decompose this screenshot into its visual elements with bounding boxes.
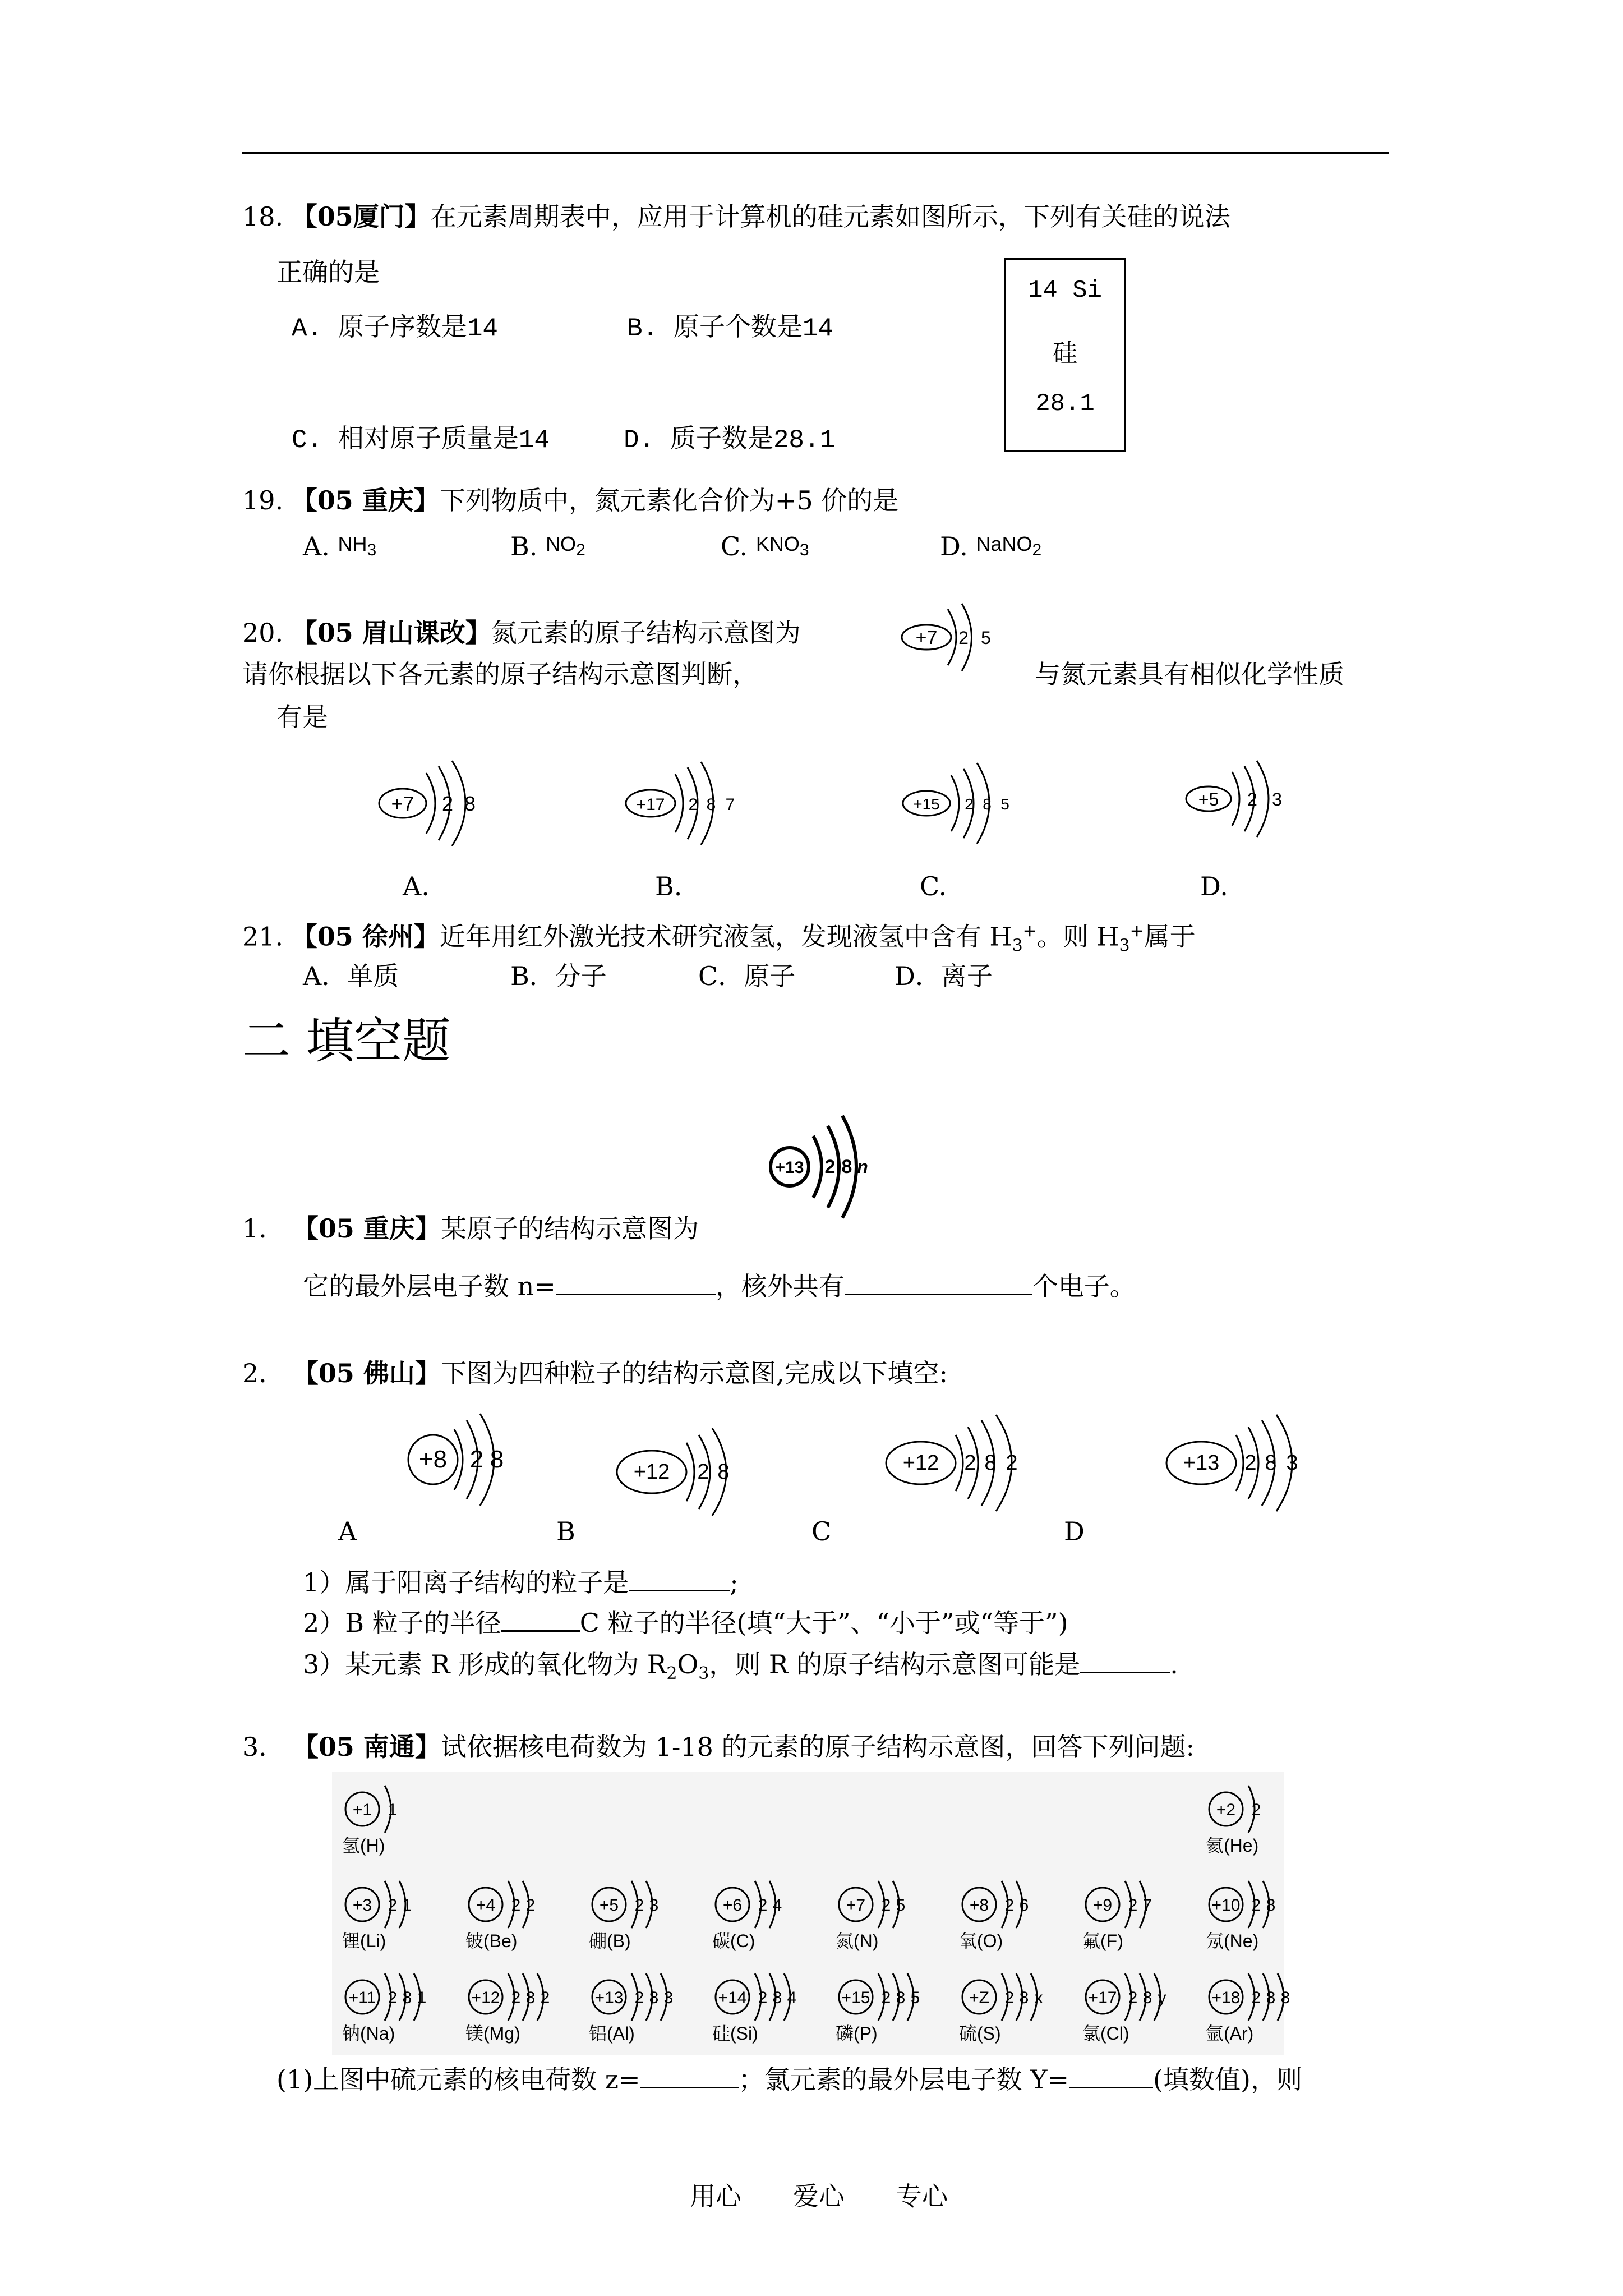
q18-source: 【05厦门】 — [291, 201, 431, 232]
answer-blank-total-electrons[interactable] — [845, 1269, 1032, 1295]
shell-electron-count: 8 — [1266, 1989, 1276, 2007]
shell-electron-count: 2 — [511, 1989, 521, 2007]
q18-option-c: C. 相对原子质量是14 — [292, 426, 550, 455]
nucleus-charge: +15 — [913, 795, 940, 813]
shell-electron-count: 2 — [388, 1896, 398, 1915]
f1-text: 个电子。 — [1032, 1271, 1136, 1301]
element-name: 铍(Be) — [465, 1931, 518, 1951]
nucleus-charge: +5 — [1198, 789, 1219, 809]
element-diagram — [712, 1881, 782, 1951]
q20-label-c: C. — [920, 871, 947, 901]
q20-diagram-d — [1181, 756, 1310, 852]
q19-formula: NO — [546, 532, 577, 555]
q21-subscript: 3 — [1119, 936, 1130, 956]
nucleus-charge: +4 — [476, 1896, 496, 1915]
electron-shell-arc — [813, 1136, 822, 1198]
f2-stem: 下图为四种粒子的结构示意图,完成以下填空: — [440, 1358, 948, 1388]
element-name: 镁(Mg) — [465, 2023, 520, 2044]
shell-electron-count: 2 — [688, 795, 698, 814]
nucleus-charge: +2 — [1216, 1801, 1236, 1819]
q20-source: 【05 眉山课改】 — [291, 618, 491, 648]
shell-electron-count: 8 — [706, 795, 716, 814]
f3-stem: 试依据核电荷数为 1-18 的元素的原子结构示意图，回答下列问题: — [440, 1732, 1195, 1762]
f1-structure-diagram — [746, 1108, 892, 1226]
q19-stem: 下列物质中，氮元素化合价为+5 价的是 — [439, 485, 899, 516]
nucleus-charge: +Z — [969, 1989, 989, 2007]
answer-blank-z[interactable] — [640, 2062, 739, 2088]
shell-electron-count: 2 — [1006, 1451, 1018, 1475]
q19-number: 19. — [242, 485, 284, 516]
element-name: 氢(H) — [342, 1835, 385, 1856]
element-diagram — [836, 1973, 920, 2044]
q20-stem: 氮元素的原子结构示意图为 — [491, 618, 801, 648]
element-name: 锂(Li) — [342, 1931, 386, 1951]
electron-shell-arc — [956, 1435, 963, 1491]
q20-number: 20. — [242, 618, 284, 648]
element-name: 磷(P) — [836, 2023, 878, 2044]
q19-option-letter: B. — [510, 531, 538, 562]
q20-line1 — [242, 616, 801, 650]
q21-option-d: D．离子 — [895, 961, 993, 991]
shell-electron-count: 2 — [958, 628, 969, 648]
shell-electron-count: 8 — [896, 1989, 906, 2007]
shell-electron-count: 2 — [1004, 1989, 1015, 2007]
electron-shell-arc — [1232, 772, 1239, 826]
shell-electron-count: 4 — [772, 1896, 782, 1915]
f1-line1 — [242, 1212, 699, 1245]
electron-shell-arc — [426, 773, 435, 834]
shell-electron-count: 1 — [388, 1801, 398, 1819]
q20-label-b: B. — [655, 871, 683, 901]
shell-electron-count: 7 — [1142, 1896, 1152, 1915]
q20-diagram-b — [621, 756, 756, 852]
f3-source: 【05 南通】 — [292, 1732, 441, 1762]
shell-electron-count: 8 — [1142, 1989, 1152, 2007]
q19-line1 — [242, 484, 898, 517]
element-name: 氩(Ar) — [1206, 2023, 1254, 2044]
q19-option-letter: C. — [721, 531, 748, 562]
element-diagram — [1206, 1786, 1261, 1856]
shell-electron-count: 2 — [388, 1989, 398, 2007]
shell-electron-count: 1 — [402, 1896, 412, 1915]
nucleus-charge: +12 — [902, 1451, 939, 1475]
nucleus-charge: +10 — [1211, 1896, 1241, 1915]
electron-shell-arc — [675, 774, 683, 832]
shell-electron-count: 2 — [1004, 1896, 1015, 1915]
header-rule — [242, 152, 1389, 154]
answer-blank-structure[interactable] — [1080, 1647, 1170, 1673]
element-name: 氦(He) — [1206, 1835, 1259, 1856]
q21-line1 — [242, 914, 1196, 963]
nucleus-charge: +17 — [1088, 1989, 1117, 2007]
element-diagram — [589, 1881, 658, 1951]
nucleus-charge: +7 — [915, 627, 938, 648]
nucleus-charge: +6 — [722, 1896, 743, 1915]
f2-label-a: A — [338, 1516, 357, 1547]
section-title: 二 填空题 — [242, 1013, 451, 1069]
shell-electron-count: 8 — [464, 792, 476, 815]
silicon-box-line2: 硅 — [1053, 339, 1077, 367]
f2-sub3-end: . — [1170, 1649, 1178, 1680]
shell-electron-count: 6 — [1019, 1896, 1029, 1915]
q20-stem2: 请你根据以下各元素的原子结构示意图判断， — [242, 659, 758, 689]
shell-electron-count: 2 — [511, 1896, 521, 1915]
shell-electron-count: 2 — [1251, 1989, 1261, 2007]
shell-electron-count: 2 — [634, 1896, 644, 1915]
element-name: 碳(C) — [712, 1931, 755, 1951]
shell-electron-count: 2 — [965, 795, 974, 813]
shell-electron-count: 8 — [525, 1989, 536, 2007]
formula-subscript: 3 — [698, 1664, 709, 1684]
shell-electron-count: 8 — [649, 1989, 659, 2007]
silicon-box-line1: 14 Si — [1027, 277, 1103, 305]
nucleus-charge: +13 — [775, 1158, 804, 1177]
shell-electron-count: 5 — [896, 1896, 906, 1915]
f2-label-d: D — [1064, 1516, 1085, 1547]
q19-formula-sub: 3 — [367, 541, 377, 560]
nucleus-charge: +15 — [841, 1989, 870, 2007]
element-name: 氖(Ne) — [1206, 1931, 1259, 1951]
nucleus-charge: +3 — [352, 1896, 372, 1915]
shell-electron-count: 5 — [910, 1989, 920, 2007]
shell-electron-count: 2 — [1128, 1896, 1138, 1915]
shell-electron-count: 8 — [717, 1460, 730, 1484]
q21-source: 【05 徐州】 — [291, 921, 440, 952]
shell-electron-count: 8 — [402, 1989, 412, 2007]
q18-number: 18. — [242, 201, 284, 232]
nucleus-charge: +14 — [718, 1989, 747, 2007]
shell-electron-count: 2 — [964, 1451, 976, 1475]
shell-electron-count: 2 — [441, 792, 454, 815]
shell-electron-count: 8 — [1280, 1989, 1290, 2007]
q18-line1 — [242, 200, 1230, 233]
q19-option-c — [721, 527, 809, 567]
nucleus-charge: +1 — [352, 1801, 372, 1819]
element-structure-grid — [332, 1772, 1290, 2055]
f1-source: 【05 重庆】 — [292, 1213, 441, 1244]
shell-electron-count: 2 — [758, 1896, 768, 1915]
element-diagram — [836, 1881, 905, 1951]
q19-option-b — [510, 527, 585, 567]
answer-blank-cation[interactable] — [629, 1565, 730, 1591]
formula-text: O — [677, 1649, 699, 1680]
shell-electron-count: 3 — [1272, 789, 1282, 809]
element-diagram — [342, 1881, 412, 1951]
shell-electron-count: 8 — [1019, 1989, 1029, 2007]
element-name: 氮(N) — [836, 1931, 879, 1951]
electron-shell-arc — [686, 1443, 694, 1501]
shell-electron-count: 7 — [725, 795, 735, 814]
f1-number: 1． — [242, 1213, 285, 1244]
q19-formula: NaNO — [976, 532, 1032, 555]
nucleus-charge: +11 — [348, 1989, 376, 2007]
shell-electron-count: 8 — [841, 1156, 852, 1177]
element-name: 硅(Si) — [712, 2023, 758, 2044]
f3-line1 — [242, 1730, 1195, 1764]
q20-stem3: 与氮元素具有相似化学性质 — [1035, 659, 1344, 689]
element-name: 氧(O) — [959, 1931, 1003, 1951]
q21-stem-post: 属于 — [1144, 921, 1196, 952]
nucleus-charge: +9 — [1092, 1896, 1113, 1915]
answer-blank-n[interactable] — [556, 1269, 716, 1295]
f2-label-b: B — [556, 1516, 575, 1547]
f3-q1-text: (1)上图中硫元素的核电荷数 z= — [276, 2064, 640, 2095]
f3-number: 3． — [242, 1732, 285, 1762]
q21-superscript: + — [1022, 921, 1037, 941]
q18-option-b: B. 原子个数是14 — [627, 314, 834, 343]
q21-subscript: 3 — [1012, 936, 1023, 956]
q21-option-a: A．单质 — [303, 961, 399, 991]
q19-option-a — [303, 527, 376, 567]
answer-blank-y[interactable] — [1069, 2062, 1153, 2088]
element-diagram — [1206, 1881, 1275, 1951]
f3-q1-text-b: ；氯元素的最外层电子数 Y= — [738, 2064, 1069, 2095]
q19-option-letter: A. — [303, 531, 330, 562]
f2-label-c: C — [811, 1516, 832, 1547]
element-diagram — [959, 1973, 1043, 2044]
element-diagram — [589, 1973, 673, 2044]
element-diagram — [1082, 1973, 1166, 2044]
f2-sub3 — [303, 1647, 1178, 1691]
shell-electron-count: 2 — [1251, 1801, 1261, 1819]
f2-sub1 — [303, 1565, 739, 1599]
shell-electron-count: 8 — [490, 1446, 504, 1473]
shell-electron-count: 1 — [417, 1989, 427, 2007]
f2-sub1-end: ; — [730, 1567, 739, 1598]
element-name: 硼(B) — [589, 1931, 631, 1951]
shell-electron-count: 2 — [634, 1989, 644, 2007]
f2-source: 【05 佛山】 — [292, 1358, 441, 1388]
f2-sub2 — [303, 1605, 1068, 1640]
element-diagram — [959, 1881, 1029, 1951]
shell-electron-count: 2 — [525, 1896, 536, 1915]
shell-electron-count: y — [1158, 1989, 1166, 2007]
shell-electron-count: 2 — [1251, 1896, 1261, 1915]
f2-diagram-d — [1161, 1412, 1329, 1513]
shell-electron-count: 2 — [1247, 789, 1257, 809]
shell-electron-count: 3 — [663, 1989, 674, 2007]
f2-sub3-text: 3）某元素 R 形成的氧化物为 R — [303, 1649, 667, 1680]
nucleus-charge: +8 — [969, 1896, 989, 1915]
silicon-element-box — [1004, 258, 1126, 452]
f2-line1 — [242, 1356, 948, 1390]
q19-formula-sub: 2 — [576, 541, 585, 560]
electron-shell-arc — [951, 775, 959, 831]
q19-formula-sub: 2 — [1032, 541, 1042, 560]
silicon-box-line3: 28.1 — [1035, 390, 1095, 418]
f3-q1 — [276, 2062, 1302, 2096]
electron-shell-arc — [452, 761, 465, 846]
f1-stem: 某原子的结构示意图为 — [440, 1213, 699, 1244]
q21-stem-mid: 。则 H — [1036, 921, 1119, 952]
f2-diagram-a — [393, 1408, 522, 1509]
element-name: 铝(Al) — [589, 2023, 635, 2044]
f1-text: ，核外共有 — [715, 1271, 845, 1301]
q20-label-a: A. — [403, 871, 430, 901]
electron-shell-arc — [1236, 1435, 1243, 1491]
q21-option-b: B．分子 — [510, 961, 607, 991]
shell-electron-count: 2 — [1128, 1989, 1138, 2007]
q19-formula: NH — [338, 532, 367, 555]
nucleus-charge: +13 — [1183, 1451, 1220, 1475]
shell-electron-count: 2 — [824, 1156, 836, 1177]
nucleus-charge: +12 — [633, 1460, 670, 1484]
shell-electron-count: 8 — [1266, 1896, 1276, 1915]
q19-formula-sub: 3 — [799, 541, 809, 560]
element-name: 钠(Na) — [342, 2023, 395, 2044]
nucleus-charge: +5 — [599, 1896, 619, 1915]
shell-electron-count: 5 — [1000, 795, 1009, 813]
shell-electron-count: 8 — [984, 1451, 997, 1475]
f2-diagram-c — [880, 1412, 1049, 1513]
q20-diagram-c — [898, 756, 1033, 852]
shell-electron-count: 2 — [540, 1989, 550, 2007]
f2-sub2-text: 2）B 粒子的半径 — [303, 1608, 501, 1638]
element-diagram — [712, 1973, 796, 2044]
answer-blank-radius[interactable] — [501, 1605, 580, 1632]
element-diagram — [1082, 1881, 1152, 1951]
nucleus-charge: +7 — [846, 1896, 866, 1915]
element-name: 氯(Cl) — [1082, 2023, 1129, 2044]
q19-source: 【05 重庆】 — [291, 485, 440, 516]
q21-option-c: C．原子 — [698, 961, 796, 991]
shell-electron-count: 5 — [981, 628, 991, 648]
footer-text: 用心 爱心 专心 — [690, 2181, 948, 2211]
f2-sub1-text: 1）属于阳离子结构的粒子是 — [303, 1567, 629, 1598]
q20-label-d: D. — [1200, 871, 1228, 901]
shell-electron-count: 4 — [787, 1989, 797, 2007]
nucleus-charge: +17 — [636, 795, 665, 814]
shell-electron-count: 2 — [469, 1446, 484, 1473]
shell-electron-count: 2 — [697, 1460, 709, 1484]
q21-superscript: + — [1129, 921, 1144, 941]
element-name: 氟(F) — [1082, 1931, 1123, 1951]
shell-electron-count: 2 — [1244, 1451, 1257, 1475]
f2-number: 2． — [242, 1358, 285, 1388]
element-name: 硫(S) — [959, 2023, 1001, 2044]
f2-sub3-text-b: ，则 R 的原子结构示意图可能是 — [709, 1649, 1081, 1680]
nucleus-charge: +7 — [391, 792, 414, 815]
formula-subscript: 2 — [666, 1664, 677, 1684]
shell-electron-count: 3 — [649, 1896, 659, 1915]
nucleus-charge: +18 — [1211, 1989, 1241, 2007]
q19-formula: KNO — [755, 532, 800, 555]
shell-electron-count: 2 — [881, 1896, 891, 1915]
q19-option-d — [940, 527, 1041, 567]
shell-electron-count: 8 — [983, 795, 992, 813]
f2-diagram-b — [611, 1424, 757, 1525]
q20-stem4: 有是 — [276, 702, 328, 732]
nucleus-charge: +8 — [418, 1446, 448, 1473]
element-diagram — [465, 1973, 550, 2044]
element-diagram — [342, 1786, 397, 1856]
nucleus-charge: +13 — [594, 1989, 624, 2007]
f1-line2 — [303, 1269, 1136, 1303]
electron-shell-arc — [1257, 761, 1269, 837]
nucleus-charge: +12 — [471, 1989, 500, 2007]
shell-electron-count: n — [857, 1157, 868, 1177]
q20-diagram-a — [370, 756, 505, 852]
shell-electron-count: 2 — [881, 1989, 891, 2007]
element-diagram — [465, 1881, 535, 1951]
q18-option-a: A. 原子序数是14 — [292, 314, 499, 343]
element-diagram — [1206, 1973, 1290, 2044]
q18-stem2: 正确的是 — [276, 257, 380, 287]
f1-text: 它的最外层电子数 n= — [303, 1271, 556, 1301]
shell-electron-count: x — [1034, 1989, 1043, 2007]
shell-electron-count: 8 — [1265, 1451, 1277, 1475]
element-diagram — [342, 1973, 426, 2044]
shell-electron-count: 3 — [1286, 1451, 1298, 1475]
q18-option-d: D. 质子数是28.1 — [624, 426, 836, 455]
q21-number: 21. — [242, 921, 284, 952]
q18-stem: 在元素周期表中，应用于计算机的硅元素如图所示，下列有关硅的说法 — [430, 201, 1230, 232]
f2-sub2-text-b: C 粒子的半径(填“大于”、“小于”或“等于”) — [579, 1608, 1068, 1638]
q19-option-letter: D. — [940, 531, 968, 562]
q21-stem: 近年用红外激光技术研究液氢，发现液氢中含有 H — [439, 921, 1012, 952]
shell-electron-count: 8 — [772, 1989, 782, 2007]
shell-electron-count: 2 — [758, 1989, 768, 2007]
nitrogen-structure-diagram — [892, 593, 1021, 689]
f3-q1-text-c: (填数值)，则 — [1153, 2064, 1303, 2095]
